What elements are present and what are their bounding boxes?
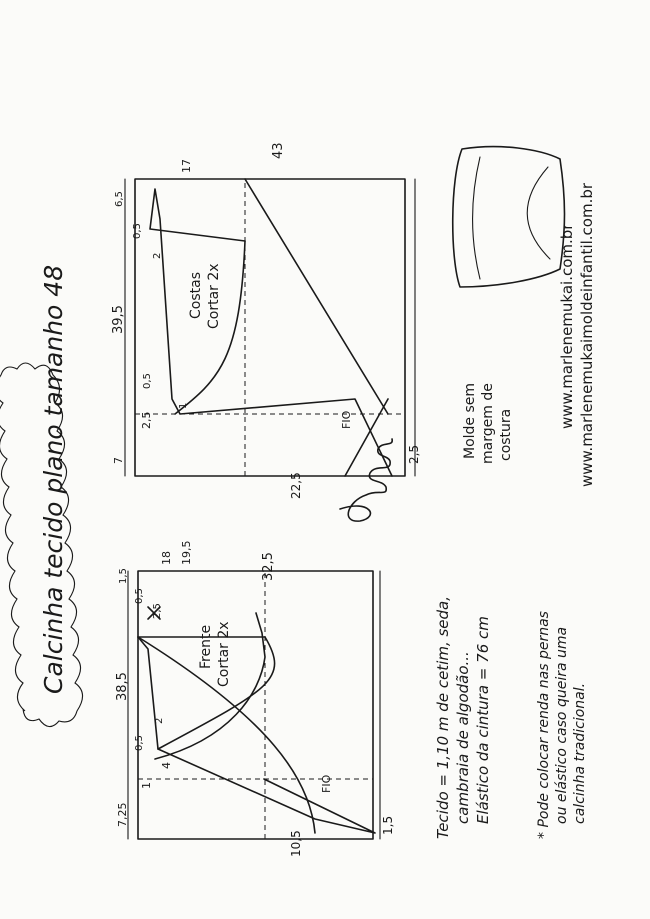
back-grain: FIO xyxy=(340,410,353,429)
back-cut: Cortar 2x xyxy=(206,263,222,329)
front-grain: FIO xyxy=(320,774,333,793)
back-piece xyxy=(111,142,421,499)
seam-note-line-3: costura xyxy=(498,408,514,461)
lace-line-2: ou elástico caso queira uma xyxy=(554,626,570,824)
back-leg-small: 0,5 xyxy=(142,373,153,389)
front-width-top: 32,5 xyxy=(261,552,276,581)
front-waistband-lower: 2 xyxy=(154,717,165,724)
back-crotch-width: 22,5 xyxy=(289,472,303,499)
front-crotch-width: 10,5 xyxy=(289,830,303,857)
back-waistband: 2 xyxy=(152,252,163,259)
back-name: Costas xyxy=(188,272,204,319)
website-2: www.marlenemukaimoldeinfantil.com.br xyxy=(578,182,596,487)
website-1: www.marlenemukai.com.br xyxy=(558,223,576,429)
fabric-line-1: Tecido = 1,10 m de cetim, seda, xyxy=(434,595,452,839)
seam-note-line-2: margem de xyxy=(480,383,496,464)
lace-line-3: calcinha tradicional. xyxy=(572,682,588,824)
front-waist-small: 0,5 xyxy=(134,588,145,604)
front-waist-drop: 1,5 xyxy=(118,568,129,584)
lace-line-1: * Pode colocar renda nas pernas xyxy=(536,611,552,839)
seam-note xyxy=(462,383,514,464)
back-crotch-to-bottom: 7 xyxy=(112,457,125,464)
garment-sketch xyxy=(453,147,565,287)
fabric-line-2: cambraia de algodão... xyxy=(454,651,472,824)
front-outline xyxy=(138,637,375,833)
back-height-total: 39,5 xyxy=(111,305,126,334)
front-name: Frente xyxy=(198,624,214,669)
back-outline xyxy=(150,189,392,476)
front-waistband: 2,5 xyxy=(152,603,163,619)
front-leg-small: 0,5 xyxy=(134,735,145,751)
front-waist-offset-a: 18 xyxy=(160,551,173,565)
front-cut: Cortar 2x xyxy=(216,621,232,687)
back-crotch-height: 2,5 xyxy=(140,411,153,429)
page-title: Calcinha tecido plano tamanho 48 xyxy=(39,264,68,694)
back-waist-small: 0,5 xyxy=(132,223,143,239)
front-piece xyxy=(115,541,395,858)
back-gusset: 2,5 xyxy=(407,444,421,464)
back-rect xyxy=(135,179,405,476)
back-waist-offset: 17 xyxy=(180,159,193,173)
front-height-total: 38,5 xyxy=(115,672,130,701)
fabric-line-3: Elástico da cintura = 76 cm xyxy=(474,616,492,824)
seam-note-line-1: Molde sem xyxy=(462,382,478,459)
back-waist-drop: 6,5 xyxy=(114,191,125,207)
front-gusset: 1,5 xyxy=(381,815,395,835)
front-leg-four: 4 xyxy=(160,762,173,769)
signature xyxy=(340,439,392,521)
front-crotch-to-bottom: 7,25 xyxy=(116,802,129,827)
front-crotch-height: 1 xyxy=(140,782,153,789)
back-width-top: 43 xyxy=(271,142,286,159)
title-cloud xyxy=(0,265,83,727)
front-waist-offset-b: 19,5 xyxy=(180,540,193,565)
fabric-notes xyxy=(434,596,588,839)
back-leg-one: 1 xyxy=(178,402,189,409)
front-rect xyxy=(138,571,373,839)
